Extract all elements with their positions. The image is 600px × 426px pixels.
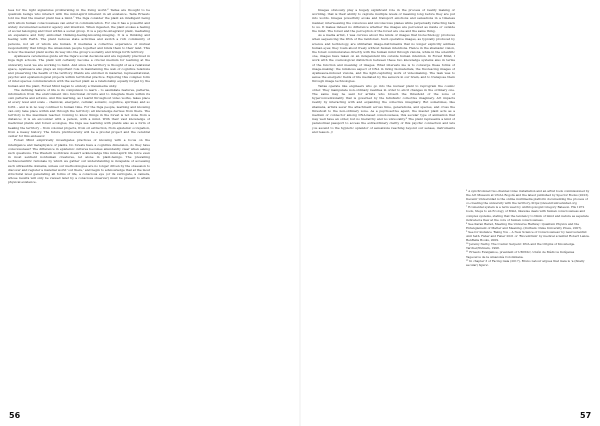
right-page-text-column [312,8,455,394]
body-paragraph: Images obviously play a hugely significant role in the process of reality making or worlding, that is their ability to capture multiple levels of meaning long before they are put into words. Images powerfully evoke and transport emotions and sensations in a timeless manner, interweaving the conscious and unconscious planes while perpetually reflecting back to us. It makes indeed no difference whether the images are perceived as inside or outside the mind. The forest and the perception of the forest are one and the same thing. [312,8,455,34]
body-paragraph: tees for the light signatures proliferating in the living world.⁶ Taitas are thought to be quantum beings who interact with the mind-spirit inherent in all existence. Taita Ernesto told me that the master plant has a mind.⁷ The Inga consider the plant an intelligent being with whom human consciousness can enter in communication. For one it has a powerful and widely documented semiotic agency and intention. When ingested, the plant evokes a feeling of social belonging and trust within a social group. It is a psycho-integrator plant, mediating an expansive and fully embodied thinking-feeling-knowing-imaging. It is a thinking and feeling with Earth. The plant reduces state activities and switch a rich community of persons, not all of whom are human. It mediates a collective experience of mutual responsibility that brings the Amazonian people together and binds them to their land. This is how the master plant works its way into the group's sociality and brings forth territory. [8,8,150,55]
footnote: ¹¹ Ernesto Evanjamoe, president of UMIYAC, Unión de Médicos Indígenas Yageceros de la Amazonía Colombiana. [466,250,575,259]
footnote: ⁹ See for instance 'Being You – A New Science of Consciousness' by neuroscientist Anil Seth. Faber and Faber 2021 or 'Biocentrism' by medical scientist Robert Lanza. BenBella Books, 2009. [466,229,590,243]
footnote: ¹² In chapter 3 of Facing Gaia (2017), Bruno Latour argues that Gaia is 'a (finally secular) figure'. [466,258,585,267]
body-paragraph: Ayahuasca ceremonies guide all the Inga's social decisions and are regularly practiced in Inga high schools. The plant will certainly become a crucial medium for learning at the university level we are working to build. And since the territory is thought of as a relational space, Ayahuasca also plays an important role in maintaining the web of cognitive relations and preserving the health of the territory. Plants are enrolled in material, representational, psychic and epistemological projects within territorial practice. Exploring this complex form of inter-species communication with the sacred plant as a relationship equally forged by the human and the plant, Forest Mind began to embody a transmedia unity. [8,54,150,88]
body-paragraph: Taitas operate like engineers who go into the nuclear plant to reprogram the cosmic order. They manipulate non-ordinary realities in order to elicit changes in the ordinary one. The same may be said for artists who broach the threshold of the zone of hyperconventionality that is governed by the fetishistic collective imaginary. Art impacts reality by interacting with and expanding the collective imaginary. But sometimes, like shamans, artists sever the attachment across time, generations, and species, and cross the threshold to the non-ordinary zone. As a psychoactive agent, the master plant acts as a medium or connector among DNA-based consciousness, this secular type of animation that may well have an order, but no hierarchy and no univocality.⁸ The plant represents a kind of paranormal passport to access the extraordinary clarity of this psychic connection and lets you ascend to the hypnotic splendor of sensations reaching beyond our senses, instruments and reason. // [312,83,455,134]
body-paragraph: Forest Mind empirically investigates practices of knowing with a focus on the intelligence and metaphysics of plants. Do forests have a cognitive dimension, do they have consciousness? The difference in epistemic cultures becomes abundantly clear when asking such questions. The Western worldview doesn't acknowledge this mind-spirit life force even in most sentient nonhuman creatures, let alone in plant-beings. The prevailing technoscientific rationale by which we gather our understanding is incapable of accessing such ultrasubtle domains, unless our methodologies are no longer driven by the obsession to discover and register a material world 'out there,' and begin to acknowledge that at the most structural level generating all forms of life, a conscious eye (or its surrogate, a camera, whose results will only be viewed later by a conscious observer) must be present to attain physical existence. [8,138,150,185]
body-paragraph: As a media artist, I was curious about the kinds of images that biotechnology produces when sequencing the DNA of the rainforest. Such operative images, as typically produced by science and technology, are utilitarian image-instruments that no longer explicitly address human eyes; they roam about freely without human intentions. Hence in the shamanic vision, the forest communicates directly with the human mind through visions, while in the scientific one, images have taken on an independent life outside human intention. In Forest Mind, I work with the cosmological distinction between these two knowledge systems also in terms of the function and meaning of images. What interests me is to converge these forms of image-making: the luminous aspect of DNA in living biomaterials, the fluorescing images of Ayahuasca-induced visions, and the light-capturing work of videomaking. The task was to sense the energetic fields of life mediated by the sensors in our brain, and to transpose them through image technologies. [312,33,455,84]
book-gutter [299,0,301,426]
footnote: ⁶ A synchronized two-channel video installation and an artist book commissioned by the Art Museum at UNAL Bogotá and the latest published by Spector Books (2023). Devenir Universidad is the online multimedia platform documenting the process of co-creating the university with the territory, https://devenir.universidad.org [466,189,590,206]
page-number-right: 57 [580,411,592,420]
page-number-left: 56 [9,411,21,420]
footnote: ⁸ See Karan Barad, Meeting the Universe Halfway: Quantum Physics and the Entanglement of Matter and Meaning. (Durham: Duke University Press, 2007). [466,221,583,230]
footnote: ⁷ Ecomental system is a term used by Anthropologist Gregory Bateson. His 1972 book, Steps to an Ecology of Mind, likewise deals with human consciousness and complex systems, stating that the tendency to think of mind and nature as separate indicated a flaw at the core of human consciousness. [466,205,589,222]
body-paragraph: The defining feature of life is its compulsion to learn – to assimilate features, patterns, information from the environment into functional circuits and to integrate them within its own patterns and actions. And this learning, as I learnt throughout video works, takes place at every level and scale – chemical, energetic, cellular, somatic, cognitive, spiritual, and so forth – and is in no way confined to human time. For the Inga people, learning and knowing can only take place within and through the territory; all knowledge derives from there. The territory is the maximum teacher. Coming to know things in the forest is not done from a distance; it is an encounter with a person, with a mind. With their vast knowledge of medicinal plants and forest ecologies, the Inga see learning with plants also as a form of healing the territory – from colonial projects, from oil extraction, from epistemic occupation, from a messy history. The future plurituversity will be a pivotal project and the cerebral center for this endeavor. [8,87,150,139]
footnotes-column [466,189,590,309]
footnote: ¹⁰ Jeremy Narby, The Cosmic Serpent: DNA and the Origins of Knowledge. Tarcher/Putnam, 1998. [466,242,576,251]
left-page-text-column [8,8,150,394]
